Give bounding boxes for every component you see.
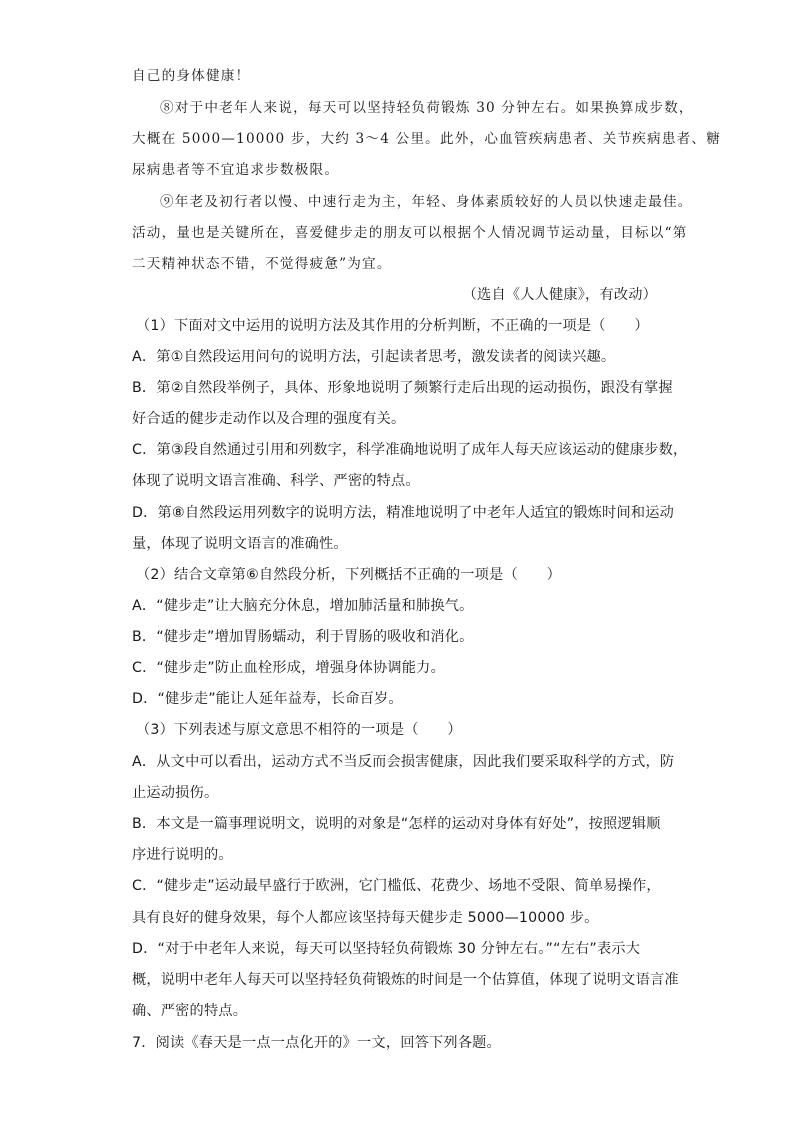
q1-option-b-line-1: B．第②自然段举例子，具体、形象地说明了频繁行走后出现的运动损伤，跟没有掌握 [132, 380, 673, 396]
passage-source: （选自《人人健康》，有改动） [462, 287, 657, 303]
q3-option-a-line-2: 止运动损伤。 [132, 785, 219, 801]
q3-option-d-line-1: D．“对于中老年人来说，每天可以坚持轻负荷锻炼 30 分钟左右。”“左右”表示大 [132, 941, 641, 957]
q2-option-c: C．“健步走”防止血栓形成，增强身体协调能力。 [132, 660, 445, 676]
passage-paragraph-9-line-3: 二天精神状态不错，不觉得疲惫”为宜。 [132, 256, 392, 272]
q3-option-d-line-3: 确、严密的特点。 [132, 1003, 248, 1019]
q2-option-d: D．“健步走”能让人延年益寿，长命百岁。 [132, 691, 403, 707]
passage-paragraph-8-line-2: 大概在 5000—10000 步，大约 3～4 公里。此外，心血管疾病患者、关节疾病患者、糖 [132, 131, 722, 147]
q3-option-c-line-2: 具有良好的健身效果，每个人都应该坚持每天健步走 5000—10000 步。 [132, 910, 599, 926]
q3-stem: （3）下列表述与原文意思不相符的一项是（ ） [136, 722, 462, 738]
passage-line-1: 自己的身体健康！ [132, 68, 251, 84]
q1-option-b-line-2: 好合适的健步走动作以及合理的强度有关。 [132, 411, 406, 427]
q2-option-b: B．“健步走”增加胃肠蠕动，利于胃肠的吸收和消化。 [132, 629, 474, 645]
q2-stem: （2）结合文章第⑥自然段分析，下列概括不正确的一项是（ ） [136, 567, 561, 583]
q3-option-d-line-2: 概，说明中老年人每天可以坚持轻负荷锻炼的时间是一个估算值，体现了说明文语言准 [132, 972, 679, 988]
q3-option-b-line-2: 序进行说明的。 [132, 847, 233, 863]
q1-option-a: A．第①自然段运用问句的说明方法，引起读者思考，激发读者的阅读兴趣。 [132, 349, 616, 365]
q3-option-b-line-1: B．本文是一篇事理说明文，说明的对象是“怎样的运动对身体有好处”，按照逻辑顺 [132, 816, 661, 832]
passage-paragraph-9-line-1: ⑨年老及初行者以慢、中速行走为主，年轻、身体素质较好的人员以快速走最佳。 [160, 194, 693, 210]
q1-option-d-line-2: 量，体现了说明文语言的准确性。 [132, 536, 348, 552]
q7-stem: 7．阅读《春天是一点一点化开的》一文，回答下列各题。 [132, 1035, 501, 1051]
passage-paragraph-8-line-1: ⑧对于中老年人来说，每天可以坚持轻负荷锻炼 30 分钟左右。如果换算成步数， [160, 100, 694, 116]
q1-option-c-line-1: C．第③段自然通过引用和列数字，科学准确地说明了成年人每天应该运动的健康步数， [132, 442, 688, 458]
q3-option-a-line-1: A．从文中可以看出，运动方式不当反而会损害健康，因此我们要采取科学的方式，防 [132, 754, 675, 770]
q1-stem: （1）下面对文中运用的说明方法及其作用的分析判断，不正确的一项是（ ） [136, 318, 649, 334]
q3-option-c-line-1: C．“健步走”运动最早盛行于欧洲，它门槛低、花费少、场地不受限、简单易操作， [132, 878, 661, 894]
passage-paragraph-9-line-2: 活动，量也是关键所在，喜爱健步走的朋友可以根据个人情况调节运动量，目标以“第 [132, 225, 688, 241]
q1-option-d-line-1: D．第⑧自然段运用列数字的说明方法，精准地说明了中老年人适宜的锻炼时间和运动 [132, 505, 674, 521]
q1-option-c-line-2: 体现了说明文语言准确、科学、严密的特点。 [132, 473, 420, 489]
q2-option-a: A．“健步走”让大脑充分休息，增加肺活量和肺换气。 [132, 598, 474, 614]
passage-paragraph-8-line-3: 尿病患者等不宜追求步数极限。 [132, 162, 340, 178]
